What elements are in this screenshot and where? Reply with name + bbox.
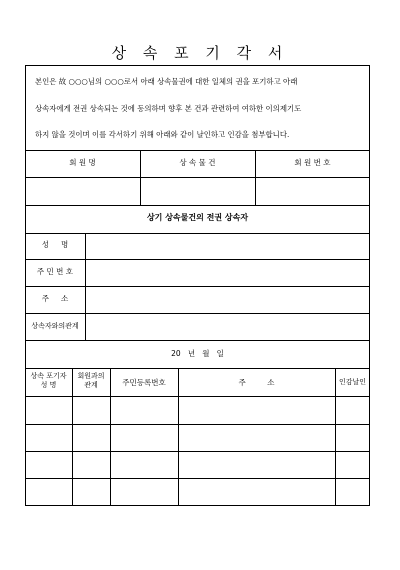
intro-line-1: 본인은 故 ○○○님의 ○○○로서 아래 상속물권에 대한 일체의 권을 포기하고 아래 — [35, 77, 298, 86]
date-line: 20 년 월 일 — [171, 349, 224, 358]
waiver-name-field[interactable] — [26, 397, 71, 423]
waiver-address-field[interactable] — [179, 397, 334, 423]
header-member-number: 회 원 번 호 — [294, 158, 331, 167]
divider — [25, 205, 370, 206]
header-inherited-item: 상 속 물 건 — [179, 158, 216, 167]
waiver-id-field[interactable] — [111, 425, 177, 450]
heir-name-label: 성 명 — [41, 240, 69, 249]
divider — [25, 150, 370, 151]
header-resident-number: 주민등록번호 — [122, 378, 166, 387]
divider — [25, 368, 370, 369]
waiver-seal-field[interactable] — [336, 479, 369, 505]
waiver-address-field[interactable] — [179, 452, 334, 477]
heir-address-label: 주 소 — [41, 294, 69, 303]
heir-section-title: 상기 상속물건의 전권 상속자 — [146, 213, 249, 222]
waiver-address-field[interactable] — [179, 425, 334, 450]
heir-relation-label: 상속자와의관계 — [31, 322, 79, 330]
waiver-name-field[interactable] — [26, 452, 71, 477]
waiver-id-field[interactable] — [111, 397, 177, 423]
waiver-relation-field[interactable] — [73, 425, 109, 450]
header-member-name: 회 원 명 — [69, 158, 96, 167]
waiver-seal-field[interactable] — [336, 425, 369, 450]
member-number-field[interactable] — [256, 178, 369, 204]
header-relation: 회원과의 관계 — [77, 372, 105, 390]
waiver-relation-field[interactable] — [73, 397, 109, 423]
header-waiver-name: 상속 포기자 성 명 — [30, 372, 67, 390]
waiver-id-field[interactable] — [111, 452, 177, 477]
waiver-relation-field[interactable] — [73, 479, 109, 505]
header-seal: 인감날인 — [338, 378, 367, 386]
waiver-relation-field[interactable] — [73, 452, 109, 477]
heir-name-field[interactable] — [86, 234, 369, 258]
waiver-address-field[interactable] — [179, 479, 334, 505]
heir-address-field[interactable] — [86, 287, 369, 312]
divider — [25, 340, 370, 341]
document-title: 상 속 포 기 각 서 — [111, 44, 289, 62]
heir-id-label: 주 민 번 호 — [36, 267, 74, 276]
waiver-seal-field[interactable] — [336, 397, 369, 423]
inherited-item-field[interactable] — [141, 178, 254, 204]
waiver-seal-field[interactable] — [336, 452, 369, 477]
member-name-field[interactable] — [26, 178, 139, 204]
waiver-id-field[interactable] — [111, 479, 177, 505]
waiver-name-field[interactable] — [26, 425, 71, 450]
intro-line-2: 상속자에게 전권 상속되는 것에 동의하며 향후 본 건과 관련하여 여하한 이의제기도 — [35, 104, 302, 113]
intro-line-3: 하지 않을 것이며 이를 각서하기 위해 아래와 같이 날인하고 인감을 첨부합니다. — [35, 130, 290, 139]
heir-relation-field[interactable] — [86, 314, 369, 339]
header-address: 주 소 — [238, 378, 275, 387]
waiver-name-field[interactable] — [26, 479, 71, 505]
heir-id-field[interactable] — [86, 260, 369, 285]
